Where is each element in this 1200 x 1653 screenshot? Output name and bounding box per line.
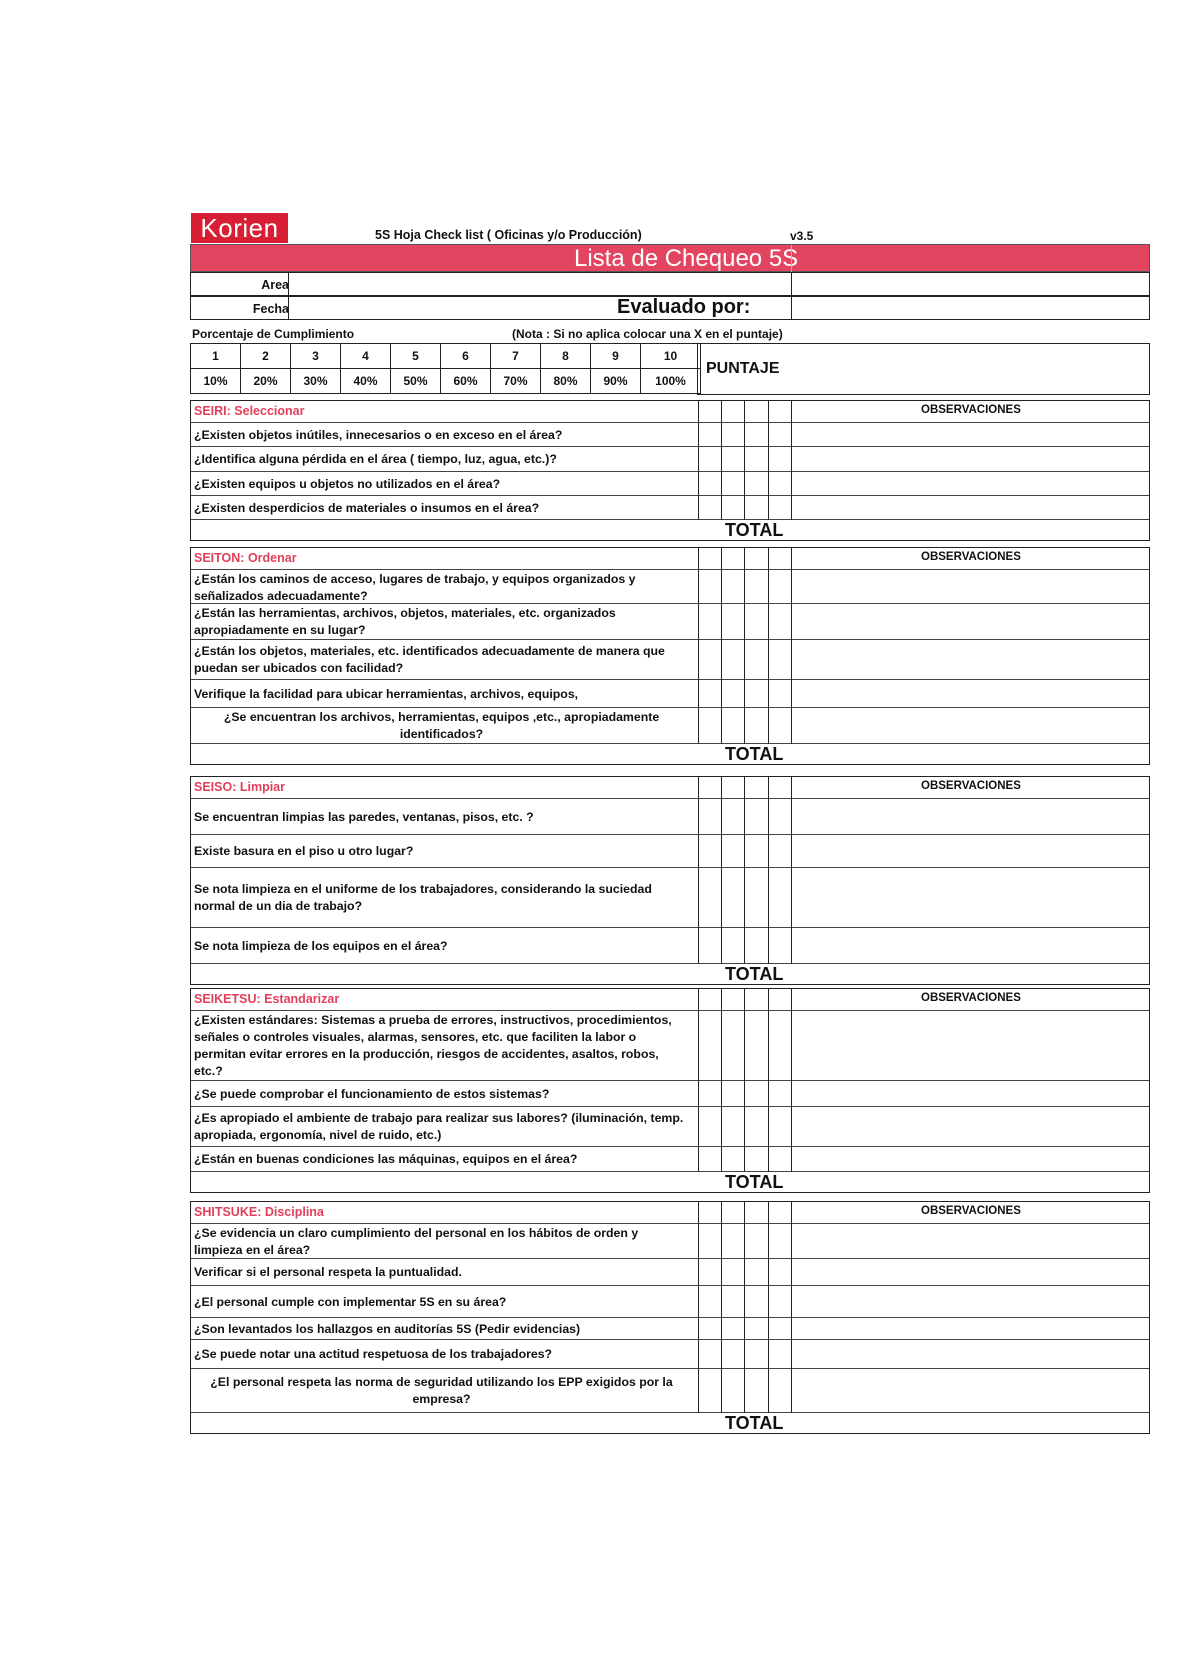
document-title: 5S Hoja Check list ( Oficinas y/o Producción)	[375, 228, 642, 242]
question-row	[191, 570, 1149, 604]
question-text: ¿Están las herramientas, archivos, objetos, materiales, etc. organizados apropiadamente en su lugar?	[194, 606, 616, 637]
section-title: SEISO: Limpiar	[194, 780, 285, 794]
section-title: SEIKETSU: Estandarizar	[194, 992, 340, 1006]
question-text: ¿Están los objetos, materiales, etc. identificados adecuadamente de manera que puedan ser ubicados con facilidad?	[194, 644, 665, 675]
question-row	[191, 1081, 1149, 1107]
question-row	[191, 799, 1149, 835]
question-row	[191, 1259, 1149, 1286]
score-cell: 1	[191, 344, 241, 369]
score-scale-table	[190, 343, 701, 394]
score-column-line	[721, 989, 722, 1172]
section-title-row	[191, 401, 1149, 423]
question-text: Existe basura en el piso u otro lugar?	[194, 844, 414, 858]
question-row	[191, 1286, 1149, 1318]
total-row	[191, 1411, 1149, 1433]
question-row	[191, 868, 1149, 928]
section-title-row	[191, 1202, 1149, 1224]
question-text: Se encuentran limpias las paredes, ventanas, pisos, etc. ?	[194, 810, 534, 824]
puntaje-box	[697, 343, 1150, 395]
score-column-line	[721, 777, 722, 964]
score-column-line	[744, 777, 745, 964]
question-text: ¿Identifica alguna pérdida en el área ( tiempo, luz, agua, etc.)?	[194, 452, 557, 466]
percent-cell: 70%	[491, 369, 541, 394]
question-row	[191, 1011, 1149, 1081]
score-column-line	[768, 777, 769, 964]
percent-cell: 10%	[191, 369, 241, 394]
score-column-line	[721, 548, 722, 744]
banner-divider	[791, 245, 792, 272]
percent-cell: 40%	[341, 369, 391, 394]
section-3	[190, 776, 1150, 985]
section-1	[190, 400, 1150, 541]
score-cell: 7	[491, 344, 541, 369]
score-cell: 3	[291, 344, 341, 369]
score-cell: 2	[241, 344, 291, 369]
score-column-line	[698, 989, 699, 1172]
score-column-line	[768, 548, 769, 744]
fecha-divider	[288, 297, 289, 319]
score-cell: 4	[341, 344, 391, 369]
score-cell: 9	[591, 344, 641, 369]
question-row	[191, 604, 1149, 640]
question-row	[191, 928, 1149, 964]
question-text: Se nota limpieza de los equipos en el área?	[194, 939, 448, 953]
score-column-line	[768, 401, 769, 520]
section-title: SEITON: Ordenar	[194, 551, 297, 565]
score-cell: 10	[641, 344, 701, 369]
score-column-line	[768, 1202, 769, 1413]
total-row	[191, 962, 1149, 984]
question-row	[191, 1107, 1149, 1147]
score-cell: 6	[441, 344, 491, 369]
score-column-line	[744, 989, 745, 1172]
score-column-line	[791, 548, 792, 744]
banner-title: Lista de Chequeo 5S	[574, 245, 799, 272]
section-title-row	[191, 989, 1149, 1011]
question-text: ¿El personal respeta las norma de seguridad utilizando los EPP exigidos por la empresa?	[210, 1375, 673, 1406]
percent-cell: 100%	[641, 369, 701, 394]
question-text: ¿Se encuentran los archivos, herramientas, equipos ,etc., apropiadamente identificados?	[223, 710, 660, 741]
fecha-row	[190, 296, 1150, 320]
score-column-line	[791, 777, 792, 964]
question-text: ¿Existen objetos inútiles, innecesarios o en exceso en el área?	[194, 428, 563, 442]
question-text: ¿El personal cumple con implementar 5S en su área?	[194, 1295, 507, 1309]
fecha-label: Fecha	[252, 302, 289, 316]
score-column-line	[721, 1202, 722, 1413]
total-row	[191, 742, 1149, 764]
score-column-line	[744, 548, 745, 744]
area-divider-2	[791, 273, 792, 295]
total-label: TOTAL	[725, 1172, 784, 1192]
percent-cell: 20%	[241, 369, 291, 394]
percent-cell: 50%	[391, 369, 441, 394]
question-text: ¿Se puede notar una actitud respetuosa de los trabajadores?	[194, 1347, 553, 1361]
section-title-row	[191, 548, 1149, 570]
section-2	[190, 547, 1150, 765]
question-text: Se nota limpieza en el uniforme de los trabajadores, considerando la suciedad normal de un dia de trabajo?	[194, 882, 652, 913]
compliance-title: Porcentaje de Cumplimiento	[192, 327, 355, 341]
area-row	[190, 272, 1150, 296]
total-row	[191, 518, 1149, 540]
question-text: ¿Existen equipos u objetos no utilizados en el área?	[194, 477, 501, 491]
observaciones-label: OBSERVACIONES	[921, 1205, 1021, 1217]
fecha-divider-2	[791, 297, 792, 319]
score-column-line	[698, 401, 699, 520]
section-5	[190, 1201, 1150, 1434]
section-title: SHITSUKE: Disciplina	[194, 1205, 324, 1219]
question-row	[191, 496, 1149, 520]
question-row	[191, 835, 1149, 868]
score-column-line	[698, 1202, 699, 1413]
question-row	[191, 423, 1149, 447]
area-divider	[288, 273, 289, 295]
score-cell: 5	[391, 344, 441, 369]
score-column-line	[791, 401, 792, 520]
score-column-line	[744, 1202, 745, 1413]
total-label: TOTAL	[725, 964, 784, 984]
total-label: TOTAL	[725, 520, 784, 540]
score-column-line	[721, 401, 722, 520]
question-text: ¿Es apropiado el ambiente de trabajo para realizar sus labores? (iluminación, temp. apropiada, ergonomía, nivel de ruido, etc.)	[194, 1111, 684, 1142]
question-text: ¿Existen desperdicios de materiales o insumos en el área?	[194, 501, 540, 515]
score-cell: 8	[541, 344, 591, 369]
observaciones-label: OBSERVACIONES	[921, 551, 1021, 563]
question-row	[191, 1224, 1149, 1259]
score-column-line	[791, 1202, 792, 1413]
score-column-line	[768, 989, 769, 1172]
question-row	[191, 447, 1149, 472]
question-row	[191, 472, 1149, 496]
question-row	[191, 708, 1149, 744]
score-column-line	[791, 989, 792, 1172]
question-text: ¿Se puede comprobar el funcionamiento de estos sistemas?	[194, 1087, 550, 1101]
percent-cell: 60%	[441, 369, 491, 394]
score-column-line	[698, 548, 699, 744]
section-4	[190, 988, 1150, 1193]
question-row	[191, 1340, 1149, 1369]
question-text: ¿Están los caminos de acceso, lugares de trabajo, y equipos organizados y señalizados adecuadamente?	[194, 572, 636, 603]
korien-logo: Korien	[191, 213, 288, 243]
score-row	[191, 344, 701, 369]
total-row	[191, 1170, 1149, 1192]
score-column-line	[744, 401, 745, 520]
question-row	[191, 640, 1149, 680]
observaciones-label: OBSERVACIONES	[921, 992, 1021, 1004]
question-text: ¿Existen estándares: Sistemas a prueba de errores, instructivos, procedimientos, señales o controles visuales, alarmas, sensores, etc. que faciliten la labor o permitan evitar errores en la producción, riesgos de accidentes, asaltos, robos, etc.?	[194, 1013, 672, 1078]
question-row	[191, 1369, 1149, 1413]
score-column-line	[698, 777, 699, 964]
observaciones-label: OBSERVACIONES	[921, 404, 1021, 416]
observaciones-label: OBSERVACIONES	[921, 780, 1021, 792]
version-label: v3.5	[790, 229, 814, 243]
section-title-row	[191, 777, 1149, 799]
area-label: Area	[261, 278, 289, 292]
percent-cell: 80%	[541, 369, 591, 394]
question-text: ¿Se evidencia un claro cumplimiento del personal en los hábitos de orden y limpieza en el área?	[194, 1226, 639, 1257]
evaluado-label: Evaluado por:	[617, 296, 751, 318]
question-row	[191, 680, 1149, 708]
question-row	[191, 1318, 1149, 1340]
puntaje-label: PUNTAJE	[706, 360, 780, 377]
percent-cell: 90%	[591, 369, 641, 394]
total-label: TOTAL	[725, 1413, 784, 1433]
title-banner	[190, 244, 1150, 272]
section-title: SEIRI: Seleccionar	[194, 404, 305, 418]
question-row	[191, 1147, 1149, 1172]
total-label: TOTAL	[725, 744, 784, 764]
question-text: Verificar si el personal respeta la puntualidad.	[194, 1265, 462, 1279]
question-text: Verifique la facilidad para ubicar herramientas, archivos, equipos,	[194, 687, 579, 701]
compliance-note: (Nota : Si no aplica colocar una X en el puntaje)	[512, 327, 783, 341]
question-text: ¿Están en buenas condiciones las máquinas, equipos en el área?	[194, 1152, 578, 1166]
percent-row	[191, 369, 701, 394]
percent-cell: 30%	[291, 369, 341, 394]
question-text: ¿Son levantados los hallazgos en auditorías 5S (Pedir evidencias)	[194, 1322, 581, 1336]
